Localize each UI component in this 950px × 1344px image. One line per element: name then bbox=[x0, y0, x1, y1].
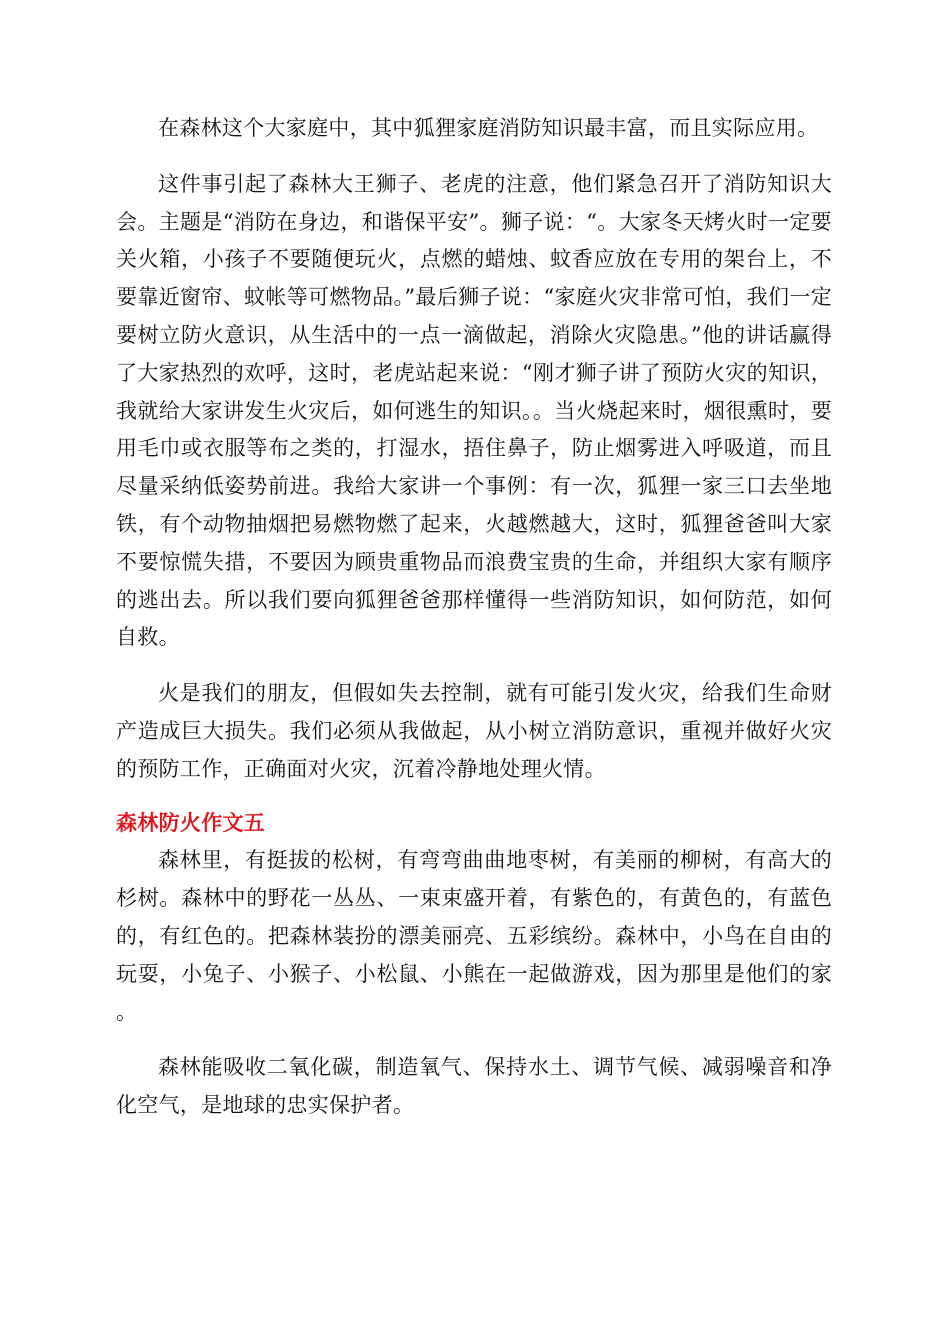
paragraph-forest-description: 森林里，有挺拔的松树，有弯弯曲曲地枣树，有美丽的柳树，有高大的杉树。森林中的野花一丛丛、一束束盛开着，有紫色的，有黄色的，有蓝色的，有红色的。把森林装扮的漂美丽亮、五彩缤纷。森林中，小鸟在自由的玩耍，小兔子、小猴子、小松鼠、小熊在一起做游戏，因为那里是他们的家。 bbox=[116, 848, 832, 1024]
paragraph-forest-benefits: 森林能吸收二氧化碳，制造氧气、保持水土、调节气候、减弱噪音和净化空气，是地球的忠实保护者。 bbox=[116, 1055, 832, 1118]
paragraph-fire-is-friend: 火是我们的朋友，但假如失去控制，就有可能引发火灾，给我们生命财产造成巨大损失。我们必须从我做起，从小树立消防意识，重视并做好火灾的预防工作，正确面对火灾，沉着冷静地处理火情。 bbox=[116, 681, 832, 781]
section-heading: 森林防火作文五 bbox=[116, 810, 266, 835]
document-body bbox=[116, 110, 832, 1125]
paragraph-fox-family: 在森林这个大家庭中，其中狐狸家庭消防知识最丰富，而且实际应用。 bbox=[158, 116, 819, 140]
paragraph-fire-safety-meeting: 这件事引起了森林大王狮子、老虎的注意，他们紧急召开了消防知识大会。主题是“消防在身边，和谐保平安”。狮子说：“。大家冬天烤火时一定要关火箱，小孩子不要随便玩火，点燃的蜡烛、蚊香应放在专用的架台上，不要靠近窗帘、蚊帐等可燃物品。”最后狮子说：“家庭火灾非常可怕，我们一定要树立防火意识，从生活中的一点一滴做起，消除火灾隐患。”他的讲话赢得了大家热烈的欢呼，这时，老虎站起来说：“刚才狮子讲了预防火灾的知识，我就给大家讲发生火灾后，如何逃生的知识。。当火烧起来时，烟很熏时，要用毛巾或衣服等布之类的，打湿水，捂住鼻子，防止烟雾进入呼吸道，而且尽量采纳低姿势前进。我给大家讲一个事例：有一次，狐狸一家三口去坐地铁，有个动物抽烟把易燃物燃了起来，火越燃越大，这时，狐狸爸爸叫大家不要惊慌失措，不要因为顾贵重物品而浪费宝贵的生命，并组织大家有顺序的逃出去。所以我们要向狐狸爸爸那样懂得一些消防知识，如何防范，如何自救。 bbox=[116, 171, 832, 650]
